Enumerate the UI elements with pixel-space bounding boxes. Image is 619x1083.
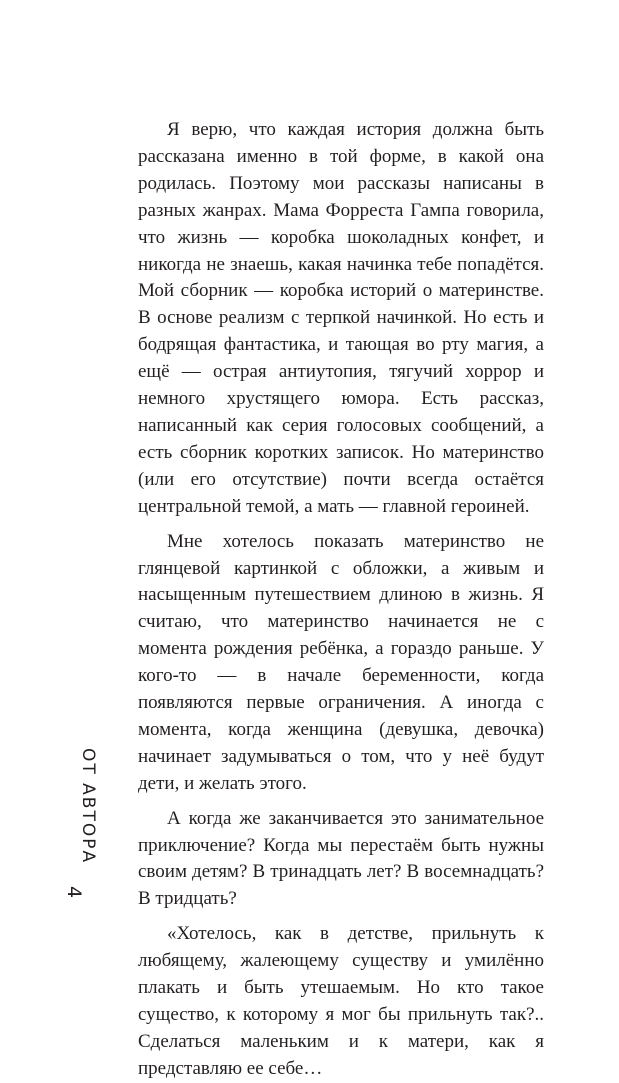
paragraph-3: А когда же заканчивается это занимательное приключение? Когда мы перестаём быть нужны своим детям? В тринадцать лет? В восемнадцать? В тридцать? (138, 807, 544, 910)
paragraph-1: Я верю, что каждая история должна быть рассказана именно в той форме, в какой она родилась. Поэтому мои рассказы написаны в разных жанрах. Мама Форреста Гампа говорила, что жизнь — коробка шоколадных конфет, и никогда не знаешь, какая начинка тебе попадётся. Мой сборник — коробка историй о материнстве. В основе реализм с терпкой начинкой. Но есть и бодрящая фантастика, и тающая во рту магия, а ещё — острая антиутопия, тягучий хоррор и немного хрустящего юмора. Есть рассказ, написанный как серия голосовых сообщений, а есть сборник коротких записок. Но материнство (или его отсутствие) почти всегда остаётся центральной темой, а мать — главной героиней. (138, 119, 544, 517)
paragraph-4: «Хотелось, как в детстве, прильнуть к любящему, жалеющему существу и умилённо плакать и быть утешаемым. Но кто такое существо, к которому я мог бы прильнуть так?.. Сделаться маленьким и к матери, как я представляю ее себе… (138, 923, 544, 1079)
running-header: ОТ АВТОРА (78, 748, 98, 865)
page-number: 4 (63, 886, 85, 899)
paragraph-2: Мне хотелось показать материнство не глянцевой картинкой с обложки, а живым и насыщенным путешествием длиною в жизнь. Я считаю, что материнство начинается не с момента рождения ребёнка, а гораздо раньше. У кого-то — в начале беременности, когда появляются первые ограничения. А иногда с момента, когда женщина (девушка, девочка) начинает задумываться о том, что у неё будут дети, и желать этого. (138, 530, 544, 794)
body-text (138, 117, 544, 1083)
